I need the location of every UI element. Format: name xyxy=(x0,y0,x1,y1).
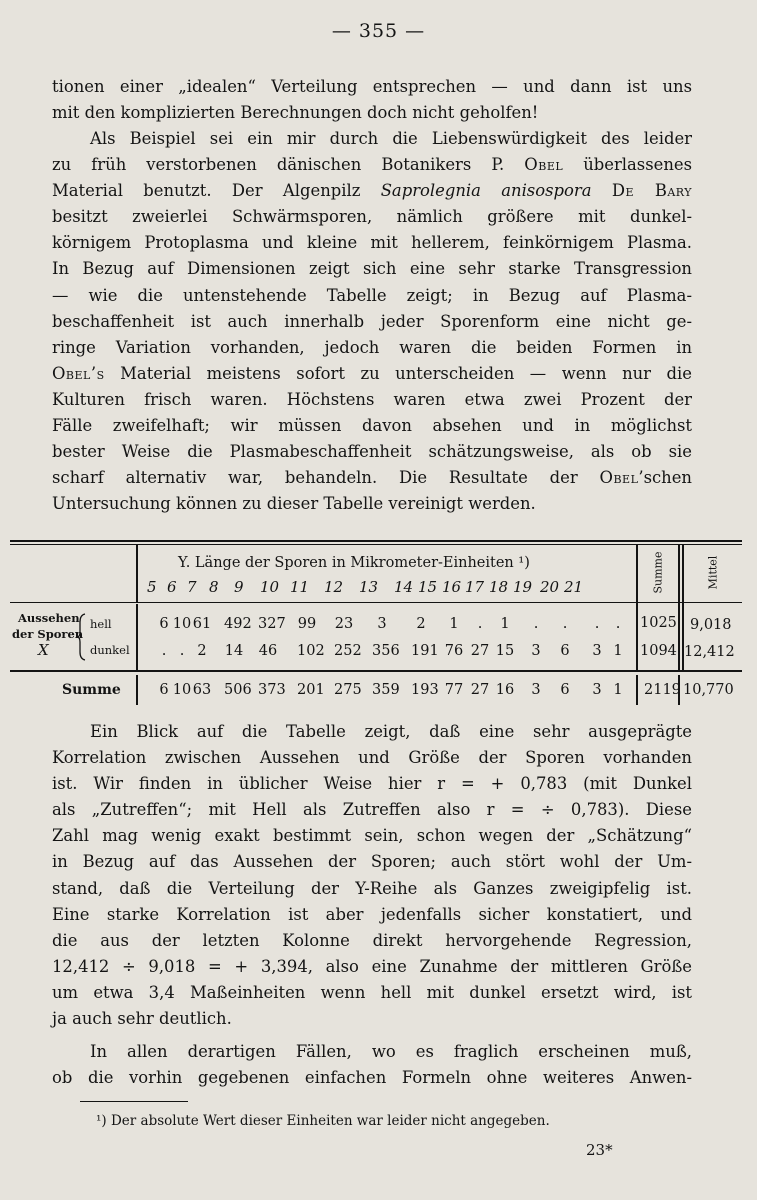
table-divider xyxy=(136,604,138,670)
table-cell: . xyxy=(562,616,568,632)
table-cell: . xyxy=(594,616,600,632)
author-name: De Bary xyxy=(611,181,693,201)
table-cell: 3 xyxy=(592,682,602,698)
text-line: In allen derartigen Fällen, wo es fraglich erscheinen muß, xyxy=(90,1042,692,1061)
text-line: Fälle zweifelhaft; wir müssen davon absehen und in möglichst xyxy=(52,416,692,436)
footnote-rule xyxy=(80,1101,188,1102)
table-cell: 1 xyxy=(500,616,510,632)
paragraph-3 xyxy=(52,719,692,1032)
text-line: als „Zutreffen“; mit Hell als Zutreffen also r = ÷ 0,783). Diese xyxy=(52,800,692,820)
paragraph-1 xyxy=(52,74,692,126)
paragraph-4 xyxy=(52,1039,692,1091)
table-cell: 3 xyxy=(531,682,541,698)
paragraph-2 xyxy=(52,126,692,517)
table-cell: 99 xyxy=(297,616,317,632)
table-rule-top-thin xyxy=(10,544,742,545)
column-header: 18 xyxy=(489,578,509,596)
text-line: zu früh verstorbenen dänischen Botanikers P. Obel überlassenes xyxy=(52,155,692,175)
table-cell: . xyxy=(179,643,185,659)
dunkel-label: dunkel xyxy=(90,643,130,657)
table-cell: 15 xyxy=(495,643,515,659)
column-header: 6 xyxy=(167,578,177,596)
signature-mark: 23* xyxy=(586,1141,613,1159)
dunkel-mittel: 12,412 xyxy=(684,644,735,660)
table-cell: . xyxy=(533,616,539,632)
row-label-aussehen: Aussehen xyxy=(18,611,80,625)
text-line: bester Weise die Plasmabeschaffenheit schätzungsweise, als ob sie xyxy=(52,442,692,462)
table-rule-body xyxy=(10,670,742,672)
footnote: ¹) Der absolute Wert dieser Einheiten war leider nicht angegeben. xyxy=(96,1113,550,1129)
column-header: 15 xyxy=(418,578,438,596)
table-cell: 6 xyxy=(159,682,169,698)
table-divider xyxy=(136,675,138,705)
text-line: besitzt zweierlei Schwärmsporen, nämlich größere mit dunkel- xyxy=(52,207,692,227)
table-cell: 16 xyxy=(495,682,515,698)
author-name: Obel’s xyxy=(52,363,105,383)
table-cell: 77 xyxy=(444,682,464,698)
page-number: — 355 — xyxy=(331,20,426,42)
column-header: 12 xyxy=(324,578,344,596)
table-cell: 10 xyxy=(172,682,192,698)
table-cell: 373 xyxy=(258,682,286,698)
text-line: scharf alternativ war, behandeln. Die Resultate der Obel’schen xyxy=(52,468,692,488)
summe-total: 2119 xyxy=(644,682,681,698)
table-cell: 10 xyxy=(172,616,192,632)
table-cell: 3 xyxy=(531,643,541,659)
table-cell: 27 xyxy=(470,682,490,698)
summe-label: Summe xyxy=(62,682,121,698)
text-line: um etwa 3,4 Maßeinheiten wenn hell mit dunkel ersetzt wird, ist xyxy=(52,982,692,1002)
table-cell: 2 xyxy=(197,643,207,659)
text-line: ja auch sehr deutlich. xyxy=(52,1009,232,1029)
text-line: Ein Blick auf die Tabelle zeigt, daß eine sehr ausgeprägte xyxy=(90,722,692,741)
text-line: Eine starke Korrelation ist aber jedenfalls sicher konstatiert, und xyxy=(52,904,692,924)
column-header: 11 xyxy=(290,578,310,596)
author-name: Obel xyxy=(524,155,564,175)
text-line: In Bezug auf Dimensionen zeigt sich eine sehr starke Transgression xyxy=(52,259,692,279)
table-divider xyxy=(678,545,680,670)
text-line: tionen einer „idealen“ Verteilung entsprechen — und dann ist uns xyxy=(52,77,692,96)
table-cell: 492 xyxy=(224,616,252,632)
table-cell: 327 xyxy=(258,616,286,632)
table-cell: 61 xyxy=(192,616,212,632)
table-cell: 506 xyxy=(224,682,252,698)
column-header: 16 xyxy=(442,578,462,596)
text-line: Zahl mag wenig exakt bestimmt sein, schon wegen der „Schätzung“ xyxy=(52,826,692,846)
text-line: Als Beispiel sei ein mir durch die Liebenswürdigkeit des leider xyxy=(90,129,692,148)
column-header: 7 xyxy=(187,578,197,596)
species-name: Saprolegnia anisospora xyxy=(380,181,592,201)
table-cell: 356 xyxy=(372,643,400,659)
text-line: beschaffenheit ist auch innerhalb jeder Sporenform eine nicht ge- xyxy=(52,311,692,331)
table-cell: 359 xyxy=(372,682,400,698)
table-cell: 6 xyxy=(560,682,570,698)
column-header: 14 xyxy=(394,578,414,596)
column-header: 21 xyxy=(564,578,584,596)
dunkel-summe: 1094 xyxy=(640,643,677,659)
column-header: 17 xyxy=(465,578,485,596)
row-label-x: X xyxy=(38,641,49,659)
table-cell: 6 xyxy=(159,616,169,632)
row-label-sporen: der Sporen xyxy=(12,627,84,641)
table-cell: 23 xyxy=(334,616,354,632)
summe-header: Summe xyxy=(651,551,665,594)
table-rule-top xyxy=(10,540,742,542)
column-header: 19 xyxy=(513,578,533,596)
summe-mittel: 10,770 xyxy=(683,682,734,698)
author-name: Obel xyxy=(599,468,639,488)
text-line: Kulturen frisch waren. Höchstens waren etwa zwei Prozent der xyxy=(52,389,692,409)
brace-icon xyxy=(76,612,88,662)
table-cell: . xyxy=(477,616,483,632)
table-cell: 191 xyxy=(411,643,439,659)
table-cell: 76 xyxy=(444,643,464,659)
table-divider xyxy=(136,545,138,602)
table-cell: 3 xyxy=(377,616,387,632)
text-line: ist. Wir finden in üblicher Weise hier r = + 0,783 (mit Dunkel xyxy=(52,774,692,794)
column-header: 8 xyxy=(209,578,219,596)
table-cell: 2 xyxy=(416,616,426,632)
text-line: ob die vorhin gegebenen einfachen Formeln ohne weiteres Anwen- xyxy=(52,1068,692,1088)
table-cell: 193 xyxy=(411,682,439,698)
table-divider xyxy=(636,545,638,670)
table-cell: 275 xyxy=(334,682,362,698)
hell-mittel: 9,018 xyxy=(690,617,732,633)
column-header: 10 xyxy=(260,578,280,596)
text-line: Korrelation zwischen Aussehen und Größe der Sporen vorhanden xyxy=(52,748,692,768)
table-divider xyxy=(636,675,638,705)
text-line: in Bezug auf das Aussehen der Sporen; auch stört wohl der Um- xyxy=(52,852,692,872)
text-line: stand, daß die Verteilung der Y-Reihe als Ganzes zweigipfelig ist. xyxy=(52,878,692,898)
table-cell: 63 xyxy=(192,682,212,698)
table-cell: . xyxy=(161,643,167,659)
hell-label: hell xyxy=(90,617,112,631)
text-line: ringe Variation vorhanden, jedoch waren die beiden Formen in xyxy=(52,337,692,357)
hell-summe: 1025 xyxy=(640,615,677,631)
column-header: 5 xyxy=(147,578,157,596)
table-cell: 1 xyxy=(613,643,623,659)
table-cell: 252 xyxy=(334,643,362,659)
column-header: 20 xyxy=(540,578,560,596)
table-rule-header xyxy=(10,602,742,603)
table-cell: 46 xyxy=(258,643,278,659)
text-line: — wie die untenstehende Tabelle zeigt; in Bezug auf Plasma- xyxy=(52,285,692,305)
text-line: Obel’s Material meistens sofort zu unterscheiden — wenn nur die xyxy=(52,363,692,383)
text-line: körnigem Protoplasma und kleine mit hellerem, feinkörnigem Plasma. xyxy=(52,233,692,253)
table-cell: 1 xyxy=(613,682,623,698)
table-cell: 1 xyxy=(449,616,459,632)
table-title: Y. Länge der Sporen in Mikrometer-Einheiten ¹) xyxy=(178,555,530,571)
table-cell: . xyxy=(615,616,621,632)
table-cell: 3 xyxy=(592,643,602,659)
column-header: 13 xyxy=(359,578,379,596)
text-line: die aus der letzten Kolonne direkt hervorgehende Regression, xyxy=(52,930,692,950)
mittel-header: Mittel xyxy=(706,555,720,590)
table-cell: 102 xyxy=(297,643,325,659)
text-line: Untersuchung können zu dieser Tabelle vereinigt werden. xyxy=(52,494,536,514)
spore-table xyxy=(10,540,742,708)
table-cell: 14 xyxy=(224,643,244,659)
text-line: Material benutzt. Der Algenpilz Saprolegnia anisospora De Bary xyxy=(52,181,693,201)
table-cell: 6 xyxy=(560,643,570,659)
text-line: 12,412 ÷ 9,018 = + 3,394, also eine Zunahme der mittleren Größe xyxy=(52,956,692,976)
table-cell: 201 xyxy=(297,682,325,698)
column-header: 9 xyxy=(234,578,244,596)
table-cell: 27 xyxy=(470,643,490,659)
text-line: mit den komplizierten Berechnungen doch nicht geholfen! xyxy=(52,103,539,123)
